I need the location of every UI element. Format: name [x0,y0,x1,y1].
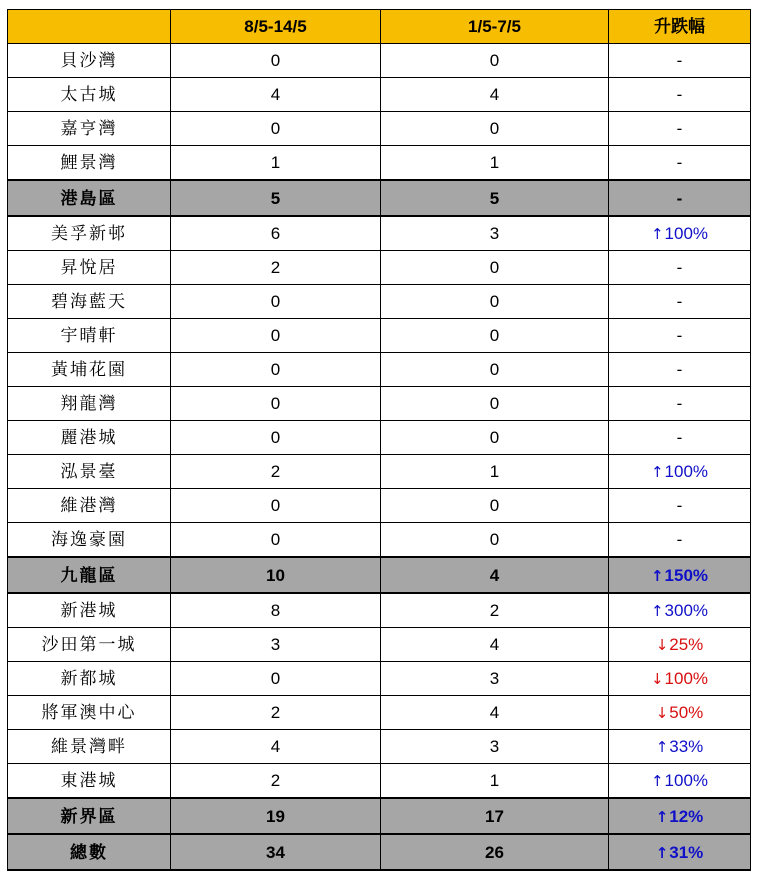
table-row [8,455,751,489]
current-period-count: 0 [171,285,381,319]
current-period-count: 10 [171,557,381,593]
table-row [8,387,751,421]
change-value: - [676,428,683,447]
arrow-down-icon: ↓ [655,704,669,722]
table-row [8,251,751,285]
table-row [8,696,751,730]
previous-period-count: 5 [381,180,609,216]
previous-period-count: 0 [381,489,609,523]
arrow-up-icon: ↑ [655,807,669,826]
table-row [8,285,751,319]
change-percent [609,180,751,216]
estate-name: 九龍區 [8,557,171,593]
change-value: 33% [669,737,704,756]
change-value: 300% [664,601,709,620]
previous-period-count: 4 [381,557,609,593]
change-value: - [676,119,683,138]
change-value: 100% [664,669,709,688]
estate-name: 海逸豪園 [8,523,171,558]
table-row [8,662,751,696]
change-value: - [676,51,683,70]
table-row [8,146,751,181]
estate-name: 維港灣 [8,489,171,523]
previous-period-count: 0 [381,112,609,146]
estate-name: 宇晴軒 [8,319,171,353]
change-value: 31% [669,842,704,862]
change-percent [609,353,751,387]
current-period-count: 0 [171,44,381,78]
previous-period-count: 0 [381,387,609,421]
previous-period-count: 3 [381,662,609,696]
current-period-count: 4 [171,730,381,764]
estate-name: 鯉景灣 [8,146,171,181]
estate-name: 東港城 [8,764,171,799]
current-period-count: 34 [171,834,381,870]
arrow-up-icon: ↑ [650,463,664,481]
change-percent [609,696,751,730]
current-period-count: 1 [171,146,381,181]
current-period-count: 2 [171,696,381,730]
previous-period-count: 0 [381,523,609,558]
change-percent [609,319,751,353]
subtotal-row [8,557,751,593]
previous-period-count: 1 [381,764,609,799]
table-body [8,44,751,871]
arrow-up-icon: ↑ [655,738,669,756]
change-value: 100% [664,224,709,243]
estate-name: 新界區 [8,798,171,834]
change-value: - [676,360,683,379]
change-value: 12% [669,806,704,826]
current-period-count: 0 [171,489,381,523]
estate-name: 沙田第一城 [8,628,171,662]
table-row [8,216,751,251]
change-percent [609,216,751,251]
current-period-count: 0 [171,353,381,387]
arrow-up-icon: ↑ [650,772,664,790]
header-previous-period: 1/5-7/5 [381,10,609,44]
current-period-count: 3 [171,628,381,662]
table-row [8,523,751,558]
change-value: - [676,496,683,515]
header-row [8,10,751,44]
previous-period-count: 2 [381,593,609,628]
change-value: - [676,530,683,549]
current-period-count: 0 [171,112,381,146]
table-row [8,112,751,146]
estate-name: 維景灣畔 [8,730,171,764]
change-percent [609,421,751,455]
change-percent [609,662,751,696]
estate-name: 嘉亨灣 [8,112,171,146]
arrow-down-icon: ↓ [655,636,669,654]
previous-period-count: 4 [381,78,609,112]
current-period-count: 4 [171,78,381,112]
table-row [8,628,751,662]
header-estate [8,10,171,44]
change-percent [609,455,751,489]
current-period-count: 0 [171,319,381,353]
arrow-up-icon: ↑ [650,225,664,243]
change-percent [609,628,751,662]
change-value: 100% [664,462,709,481]
change-percent [609,112,751,146]
estate-name: 碧海藍天 [8,285,171,319]
change-value: - [676,326,683,345]
estate-name: 新港城 [8,593,171,628]
previous-period-count: 26 [381,834,609,870]
estate-name: 將軍澳中心 [8,696,171,730]
estate-name: 港島區 [8,180,171,216]
estate-name: 總數 [8,834,171,870]
table-row [8,421,751,455]
arrow-up-icon: ↑ [655,843,669,862]
current-period-count: 2 [171,764,381,799]
current-period-count: 2 [171,455,381,489]
current-period-count: 0 [171,421,381,455]
change-value: 50% [669,703,704,722]
change-value: - [676,258,683,277]
subtotal-row [8,834,751,870]
estate-name: 翔龍灣 [8,387,171,421]
change-value: - [676,292,683,311]
estate-name: 美孚新邨 [8,216,171,251]
change-percent [609,764,751,799]
previous-period-count: 3 [381,730,609,764]
estate-name: 昇悅居 [8,251,171,285]
current-period-count: 19 [171,798,381,834]
previous-period-count: 4 [381,628,609,662]
change-percent [609,78,751,112]
change-value: - [676,153,683,172]
change-percent [609,387,751,421]
change-percent [609,251,751,285]
previous-period-count: 3 [381,216,609,251]
change-percent [609,285,751,319]
current-period-count: 5 [171,180,381,216]
previous-period-count: 1 [381,455,609,489]
header-current-period: 8/5-14/5 [171,10,381,44]
subtotal-row [8,180,751,216]
table-row [8,593,751,628]
change-percent [609,489,751,523]
table-row [8,44,751,78]
current-period-count: 6 [171,216,381,251]
subtotal-row [8,798,751,834]
current-period-count: 0 [171,662,381,696]
change-percent [609,834,751,870]
estate-name: 泓景臺 [8,455,171,489]
table-row [8,489,751,523]
estate-name: 貝沙灣 [8,44,171,78]
change-value: - [676,188,683,208]
change-percent [609,798,751,834]
table-row [8,730,751,764]
table-row [8,764,751,799]
arrow-down-icon: ↓ [650,670,664,688]
change-value: - [676,85,683,104]
previous-period-count: 17 [381,798,609,834]
change-value: 25% [669,635,704,654]
transaction-table [7,9,751,871]
table-row [8,78,751,112]
table-row [8,319,751,353]
change-percent [609,44,751,78]
table-row [8,353,751,387]
change-percent [609,146,751,181]
previous-period-count: 0 [381,319,609,353]
previous-period-count: 0 [381,44,609,78]
previous-period-count: 0 [381,251,609,285]
change-value: 100% [664,771,709,790]
change-percent [609,730,751,764]
previous-period-count: 4 [381,696,609,730]
previous-period-count: 0 [381,285,609,319]
estate-name: 太古城 [8,78,171,112]
previous-period-count: 0 [381,353,609,387]
estate-name: 麗港城 [8,421,171,455]
estate-name: 黃埔花園 [8,353,171,387]
previous-period-count: 0 [381,421,609,455]
current-period-count: 0 [171,387,381,421]
current-period-count: 2 [171,251,381,285]
change-percent [609,593,751,628]
arrow-up-icon: ↑ [650,602,664,620]
change-percent [609,557,751,593]
change-percent [609,523,751,558]
current-period-count: 8 [171,593,381,628]
current-period-count: 0 [171,523,381,558]
change-value: 150% [664,565,709,585]
previous-period-count: 1 [381,146,609,181]
estate-name: 新都城 [8,662,171,696]
arrow-up-icon: ↑ [650,566,664,585]
change-value: - [676,394,683,413]
header-change: 升跌幅 [609,10,751,44]
